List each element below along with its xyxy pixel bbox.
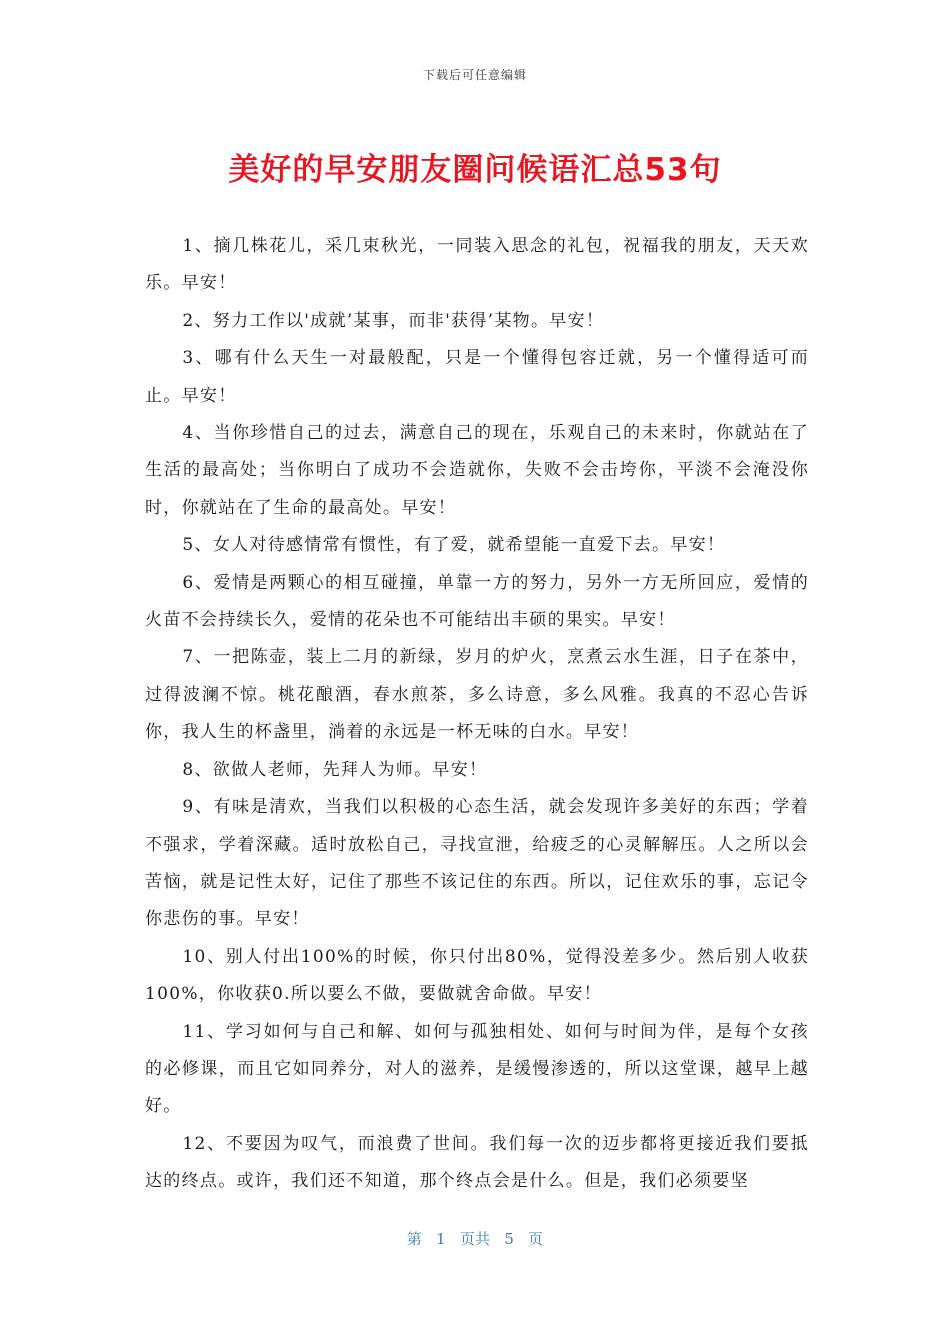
footer-label-total: 页共 <box>459 1230 490 1248</box>
paragraph: 10、别人付出100%的时候，你只付出80%，觉得没差多少。然后别人收获100%，你收获0.所以要么不做，要做就舍命做。早安！ <box>145 946 809 1005</box>
paragraph: 2、努力工作以'成就’某事，而非'获得’某物。早安！ <box>182 310 605 331</box>
page-header-note: 下载后可任意编辑 <box>422 68 527 82</box>
document-title: 美好的早安朋友圈问候语汇总53句 <box>228 152 722 188</box>
paragraph: 8、欲做人老师，先拜人为师。早安！ <box>182 759 488 780</box>
footer-label-end: 页 <box>528 1230 544 1248</box>
paragraph: 9、有味是清欢，当我们以积极的心态生活，就会发现许多美好的东西；学着不强求，学着深藏。适时放松自己，寻找宣泄，给疲乏的心灵解解压。人之所以会苦恼，就是记性太好，记住了那些不该记住的东西。所以，记住欢乐的事，忘记令你悲伤的事。早安！ <box>145 797 809 930</box>
paragraph: 5、女人对待感情常有惯性，有了爱，就希望能一直爱下去。早安！ <box>182 535 726 556</box>
footer-label-page: 第 <box>406 1230 422 1248</box>
page-footer <box>0 1228 950 1249</box>
footer-current-page: 1 <box>436 1230 446 1248</box>
document-body <box>145 228 809 1201</box>
footer-total-pages: 5 <box>504 1230 514 1248</box>
paragraph: 3、哪有什么天生一对最般配，只是一个懂得包容迁就，另一个懂得适可而止。早安！ <box>145 348 809 406</box>
paragraph: 7、一把陈壶，装上二月的新绿，岁月的炉火，烹煮云水生涯，日子在茶中，过得波澜不惊。桃花酿酒，春水煎茶，多么诗意，多么风雅。我真的不忍心告诉你，我人生的杯盏里，淌着的永远是一杯无味的白水。早安！ <box>145 647 809 743</box>
paragraph: 1、摘几株花儿，采几束秋光，一同装入思念的礼包，祝福我的朋友，天天欢乐。早安！ <box>145 236 809 294</box>
paragraph: 4、当你珍惜自己的过去，满意自己的现在，乐观自己的未来时，你就站在了生活的最高处；当你明白了成功不会造就你，失败不会击垮你，平淡不会淹没你时，你就站在了生命的最高处。早安！ <box>145 423 809 518</box>
paragraph: 6、爱情是两颗心的相互碰撞，单靠一方的努力，另外一方无所回应，爱情的火苗不会持续长久，爱情的花朵也不可能结出丰硕的果实。早安！ <box>145 572 809 631</box>
paragraph: 11、学习如何与自己和解、如何与孤独相处、如何与时间为伴，是每个女孩的必修课，而且它如同养分，对人的滋养，是缓慢渗透的，所以这堂课，越早上越好。 <box>145 1021 809 1117</box>
paragraph: 12、不要因为叹气，而浪费了世间。我们每一次的迈步都将更接近我们要抵达的终点。或许，我们还不知道，那个终点会是什么。但是，我们必须要坚 <box>145 1133 809 1192</box>
